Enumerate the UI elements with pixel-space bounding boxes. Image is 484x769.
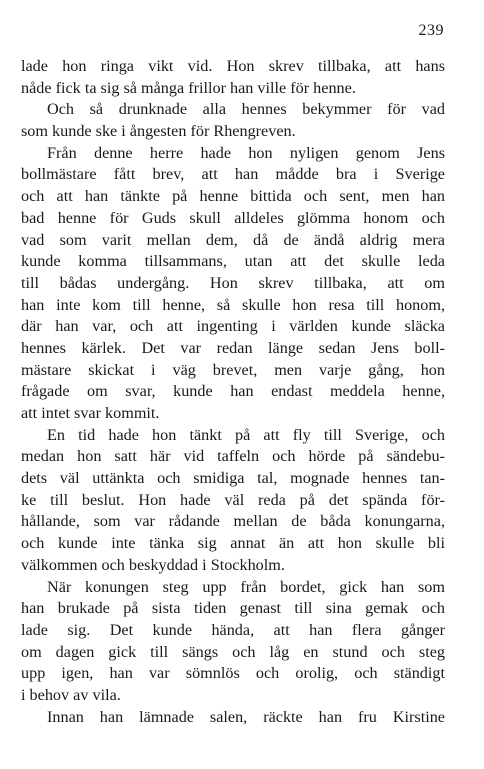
text-line: lade hon ringa vikt vid. Hon skrev tillbaka, att hans [21, 57, 445, 75]
text-line: han inte kom till henne, så skulle hon resa till honom, [21, 295, 445, 314]
text-line: Och så drunknade alla hennes bekymmer för vad [47, 100, 445, 119]
text-line: Innan han lämnade salen, räckte han fru Kirstine [47, 707, 445, 726]
text-line: bollmästare fått brev, att han mådde bra i Sverige [21, 165, 445, 184]
text-line: bad henne för Guds skull alldeles glömma honom och [21, 208, 445, 227]
text-line: nåde fick ta sig så många frillor han ville för henne. [21, 78, 356, 97]
text-line: En tid hade hon tänkt på att fly till Sverige, och [47, 425, 445, 444]
text-line: välkommen och beskyddad i Stockholm. [21, 555, 285, 574]
text-line: medan hon satt här vid taffeln och hörde på sändebu- [21, 447, 445, 466]
text-line: om dagen gick till sängs och låg en stund och steg [21, 642, 445, 661]
body-text [21, 56, 445, 728]
text-line: där han var, och att ingenting i världen kunde släcka [21, 317, 445, 336]
text-line: När konungen steg upp från bordet, gick han som [47, 577, 445, 596]
text-line: kunde komma tillsammans, utan att det skulle leda [21, 252, 445, 271]
text-line: upp igen, han var sömnlös och orolig, och ständigt [21, 664, 445, 683]
text-line: att intet svar kommit. [21, 404, 160, 422]
text-line: i behov av vila. [21, 685, 121, 704]
page-number: 239 [418, 22, 444, 39]
text-line: mästare skickat i väg brevet, men varje gång, hon [21, 360, 445, 379]
text-line: hållande, som var rådande mellan de båda konungarna, [21, 512, 445, 531]
text-line: hennes kärlek. Det var redan länge sedan Jens boll- [21, 338, 445, 357]
text-line: frågade om svar, kunde han endast meddela henne, [21, 382, 445, 401]
text-line: ke till beslut. Hon hade väl reda på det spända för- [21, 490, 445, 509]
text-line: vad som varit mellan dem, då de ändå aldrig mera [21, 230, 445, 249]
text-line: som kunde ske i ångesten för Rhengreven. [21, 122, 296, 141]
text-line: och att han tänkte på henne bittida och sent, men han [21, 187, 445, 206]
text-line: till bådas undergång. Hon skrev tillbaka, att om [21, 273, 445, 292]
text-line: Från denne herre hade hon nyligen genom Jens [47, 143, 445, 162]
text-line: han brukade på sista tiden genast till sina gemak och [21, 599, 445, 618]
text-line: lade sig. Det kunde hända, att han flera gånger [21, 620, 445, 639]
text-line: och kunde inte tänka sig annat än att hon skulle bli [21, 534, 445, 553]
text-line: dets väl uttänkta och smidiga tal, mognade hennes tan- [21, 469, 445, 488]
